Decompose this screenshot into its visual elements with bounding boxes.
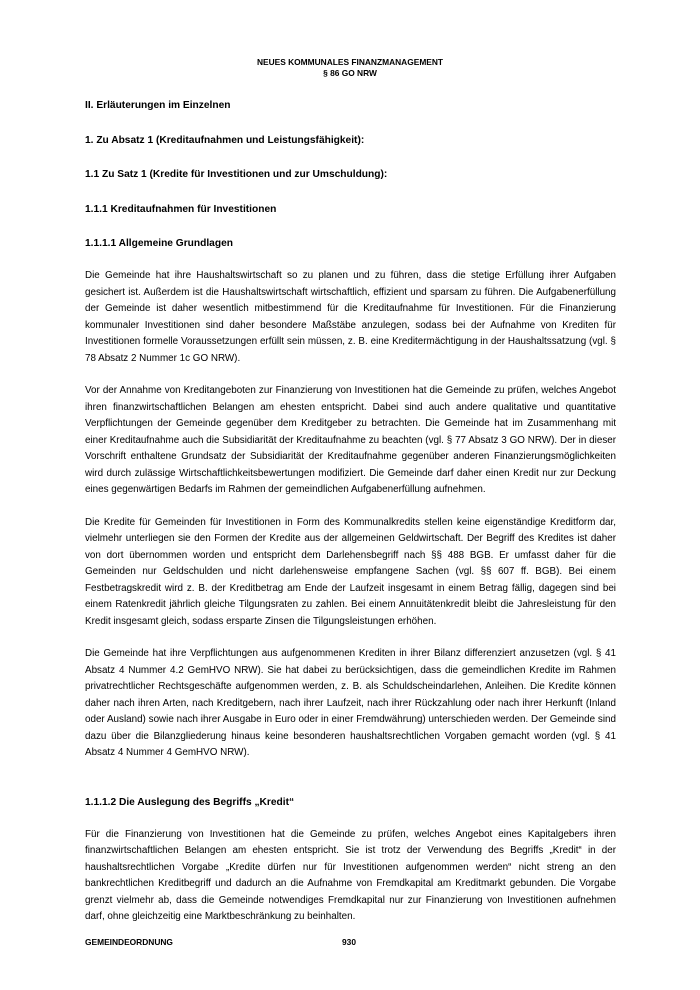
paragraph-4: Die Gemeinde hat ihre Verpflichtungen aus aufgenommenen Krediten in ihrer Bilanz differenziert anzusetzen (vgl. § 41 Absatz 4 Nummer 4.2 GemHVO NRW). Sie hat dabei zu berücksichtigen, dass die gemeindlichen Kredite im Rahmen privatrechtlicher Rechtsgeschäfte aufgenommen werden, z. B. als Schuldscheindarlehen, Anleihen. Die Kredite können daher nach ihren Arten, nach Kreditgebern, nach ihrer Laufzeit, nach ihrer Rückzahlung oder nach ihrer Herkunft (Inland oder Ausland) sowie nach ihrer Ausgabe in Euro oder in einer Fremdwährung) unterschieden werden. Der Gemeinde sind dazu über die Bilanzgliederung hinaus keine besonderen haushaltsrechtlichen Vorgaben gemacht worden (vgl. § 41 Absatz 4 Nummer 4 GemHVO NRW). bbox=[85, 648, 616, 758]
paragraph-3: Die Kredite für Gemeinden für Investitionen in Form des Kommunalkredits stellen keine eigenständige Kreditform dar, vielmehr unterliegen sie den Formen der Kredite aus der allgemeinen Geldwirtschaft. Der Begriff des Kredites ist daher von dort übernommen worden und entspricht dem Darlehensbegriff nach §§ 488 BGB. Er umfasst daher für die Gemeinden nur Geldschulden und nicht darlehensweise empfangene Sachen (vgl. §§ 607 ff. BGB). Bei einem Festbetragskredit wird z. B. der Kreditbetrag am Ende der Laufzeit insgesamt in einem Betrag fällig, dagegen sind bei einem Ratenkredit jährlich gleiche Tilgungsraten zu zahlen. Bei einem Annuitätenkredit bleibt die Jahresleistung für den Kredit insgesamt gleich, sodass ersparte Zinsen die Tilgungsleistungen erhöhen. bbox=[85, 516, 616, 627]
footer-label: GEMEINDEORDNUNG bbox=[85, 937, 173, 947]
page-header bbox=[0, 57, 700, 79]
heading-part-ii: II. Erläuterungen im Einzelnen bbox=[85, 100, 231, 111]
heading-1-1-1-2: 1.1.1.2 Die Auslegung des Begriffs „Kredit“ bbox=[85, 796, 295, 808]
heading-satz-1: 1.1 Zu Satz 1 (Kredite für Investitionen und zur Umschuldung): bbox=[85, 169, 388, 180]
header-title: NEUES KOMMUNALES FINANZMANAGEMENT bbox=[256, 57, 444, 67]
heading-absatz-1: 1. Zu Absatz 1 (Kreditaufnahmen und Leistungsfähigkeit): bbox=[85, 134, 365, 146]
page-number: 930 bbox=[342, 937, 356, 947]
heading-1-1-1-1: 1.1.1.1 Allgemeine Grundlagen bbox=[85, 238, 233, 249]
header-section: § 86 GO NRW bbox=[323, 68, 377, 78]
heading-1-1-1: 1.1.1 Kreditaufnahmen für Investitionen bbox=[85, 203, 277, 215]
paragraph-1: Die Gemeinde hat ihre Haushaltswirtschaft so zu planen und zu führen, dass die stetige Erfüllung ihrer Aufgaben gesichert ist. Außerdem ist die Haushaltswirtschaft wirtschaftlich, effizient und sparsam zu führen. Die Aufgabenerfüllung der Gemeinde ist daher wesentlich mitbestimmend für die Kreditaufnahme für Investitionen. Für die Finanzierung kommunaler Investitionen sind daher besondere Maßstäbe anzulegen, sodass bei der Aufnahme von Krediten für Investitionen formelle Voraussetzungen erfüllt sein müssen, z. B. eine Kreditermächtigung in der Haushaltssatzung (vgl. § 78 Absatz 2 Nummer 1c GO NRW). bbox=[85, 270, 616, 364]
paragraph-5: Für die Finanzierung von Investitionen hat die Gemeinde zu prüfen, welches Angebot eines Kapitalgebers ihren finanzwirtschaftlichen Belangen am ehesten entspricht. Sie ist trotz der Verwendung des Begriffs „Kredit“ in der haushaltsrechtlichen Vorgabe „Kredite dürfen nur für Investitionen aufgenommen werden“ nicht streng an den bankrechtlichen Kreditbegriff und dadurch an die Aufnahme von Fremdkapital am Kreditmarkt gebunden. Die Vorgabe grenzt vielmehr ab, dass die Gemeinde notwendiges Fremdkapital nur zur Finanzierung von Investitionen aufnehmen darf, ohne gleichzeitig eine Marktbeschränkung zu beinhalten. bbox=[85, 828, 616, 922]
paragraph-2: Vor der Annahme von Kreditangeboten zur Finanzierung von Investitionen hat die Gemeinde zu prüfen, welches Angebot ihren finanzwirtschaftlichen Belangen am ehesten entspricht. Dabei sind auch andere qualitative und quantitative Verpflichtungen der Gemeinde gegenüber dem Kreditgeber zu betrachten. Die Gemeinde hat im Zusammenhang mit einer Kreditaufnahme auch die Subsidiarität der Kreditaufnahme zu beachten (vgl. § 77 Absatz 3 GO NRW). Der in dieser Vorschrift enthaltene Grundsatz der Subsidiarität der Kreditaufnahme gegenüber anderen Finanzierungsmöglichkeiten wird durch zulässige Wirtschaftlichkeitsbewertungen modifiziert. Die Gemeinde darf daher einen Kredit nur zur Deckung eines gegenwärtigen Bedarfs im Rahmen der gemeindlichen Aufgabenerfüllung aufnehmen. bbox=[85, 385, 616, 495]
document-body bbox=[85, 99, 616, 926]
